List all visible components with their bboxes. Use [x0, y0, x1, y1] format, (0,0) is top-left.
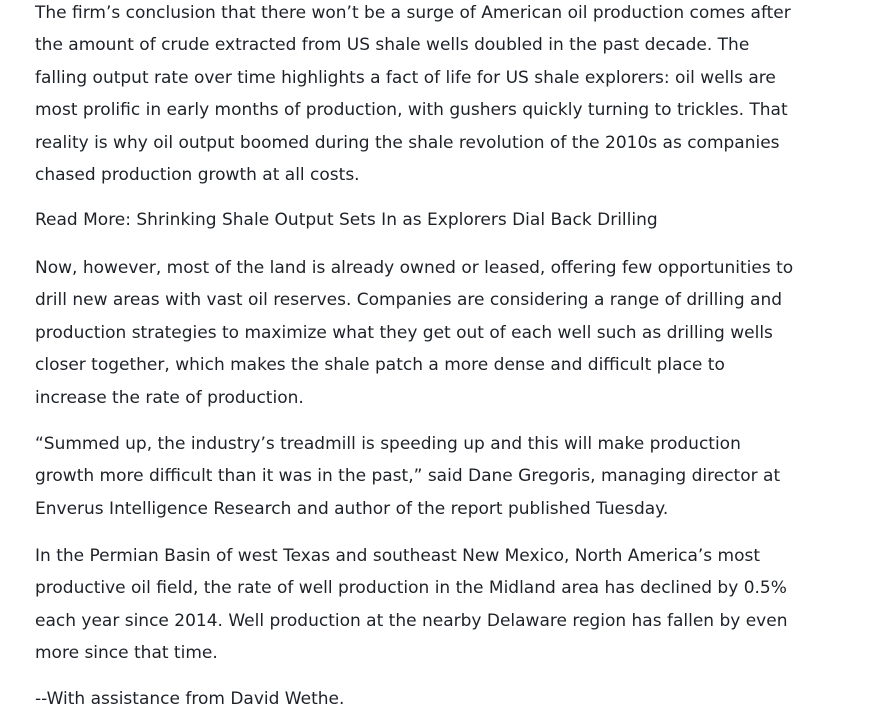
- read-more-link[interactable]: Read More: Shrinking Shale Output Sets In as Explorers Dial Back Drilling: [35, 210, 658, 230]
- read-more-link-line: [35, 204, 795, 236]
- paragraph-shale-conclusion: The firm’s conclusion that there won’t be a surge of American oil production comes after the amount of crude extracted from US shale wells doubled in the past decade. The falling output rate over time highlights a fact of life for US shale explorers: oil wells are most prolific in early months of production, with gushers quickly turning to trickles. That reality is why oil output boomed during the shale revolution of the 2010s as companies chased production growth at all costs.: [35, 3, 791, 186]
- assistance-credit: --With assistance from David Wethe.: [35, 689, 345, 709]
- paragraph-permian-basin: In the Permian Basin of west Texas and southeast New Mexico, North America’s most productive oil field, the rate of well production in the Midland area has declined by 0.5% each year since 2014. Well production at the nearby Delaware region has fallen by even more since that time.: [35, 546, 788, 664]
- paragraph-land-leased: Now, however, most of the land is already owned or leased, offering few opportunities to drill new areas with vast oil reserves. Companies are considering a range of drilling and production strategies to maximize what they get out of each well such as drilling wells closer together, which makes the shale patch a more dense and difficult place to increase the rate of production.: [35, 258, 794, 408]
- paragraph-quote-gregoris: “Summed up, the industry’s treadmill is speeding up and this will make production growth more difficult than it was in the past,” said Dane Gregoris, managing director at Enverus Intelligence Research and author of the report published Tuesday.: [35, 434, 781, 519]
